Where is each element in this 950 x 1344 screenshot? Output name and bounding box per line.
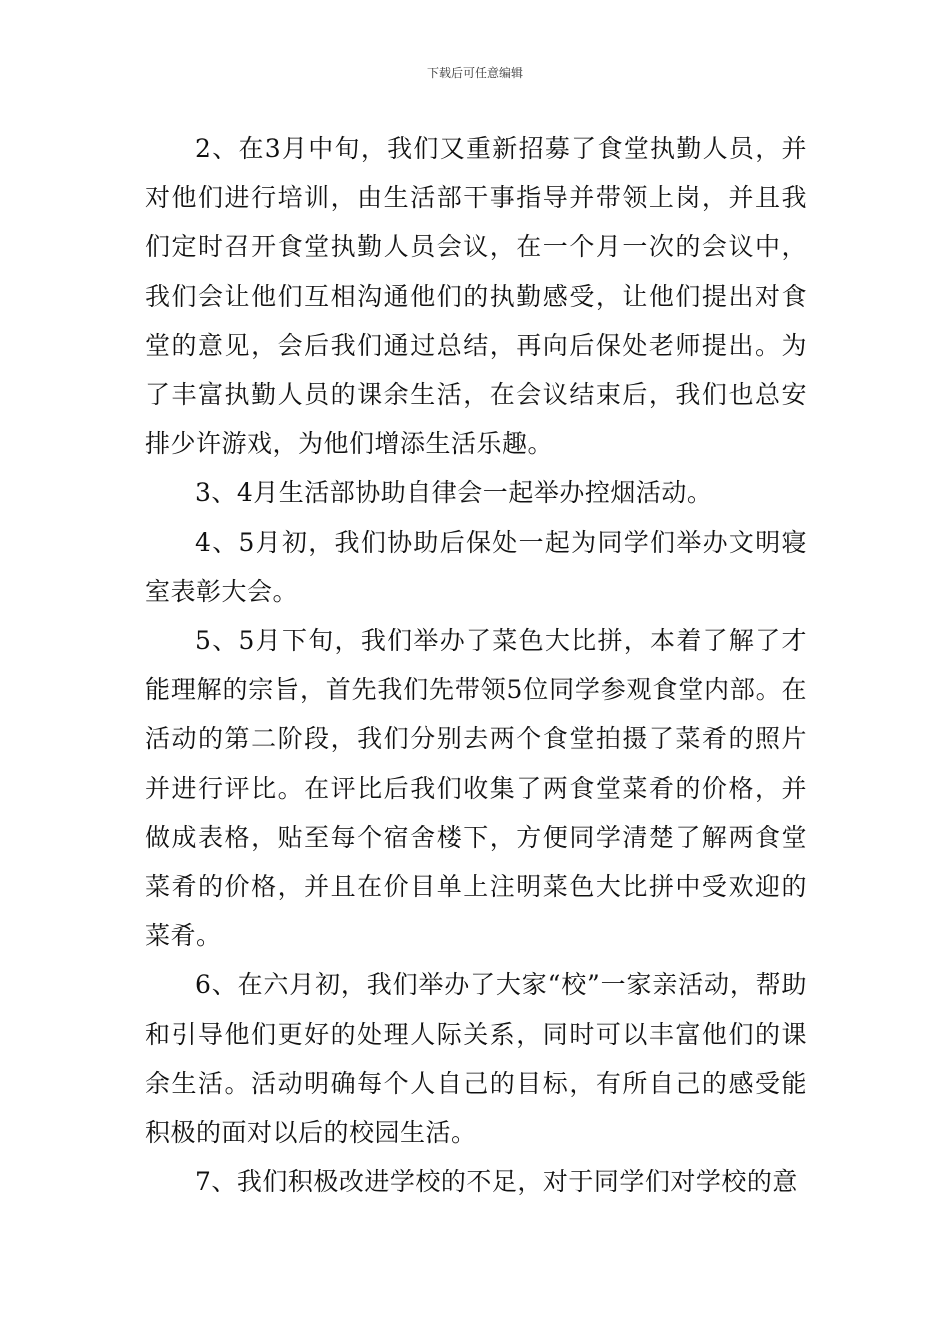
paragraph-item-5: 5、5月下旬，我们举办了菜色大比拼，本着了解了才能理解的宗旨，首先我们先带领5位同学参观食堂内部。在活动的第二阶段，我们分别去两个食堂拍摄了菜肴的照片并进行评比。在评比后我们收集了两食堂菜肴的价格，并做成表格，贴至每个宿舍楼下，方便同学清楚了解两食堂菜肴的价格，并且在价目单上注明菜色大比拼中受欢迎的菜肴。 xyxy=(145,626,807,951)
paragraph-item-6: 6、在六月初，我们举办了大家“校”一家亲活动，帮助和引导他们更好的处理人际关系，同时可以丰富他们的课余生活。活动明确每个人自己的目标，有所自己的感受能积极的面对以后的校园生活。 xyxy=(145,970,807,1148)
paragraph-item-7: 7、我们积极改进学校的不足，对于同学们对学校的意 xyxy=(195,1167,798,1197)
paragraph-item-2: 2、在3月中旬，我们又重新招募了食堂执勤人员，并对他们进行培训，由生活部干事指导并带领上岗，并且我们定时召开食堂执勤人员会议，在一个月一次的会议中，我们会让他们互相沟通他们的执勤感受，让他们提出对食堂的意见，会后我们通过总结，再向后保处老师提出。为了丰富执勤人员的课余生活，在会议结束后，我们也总安排少许游戏，为他们增添生活乐趣。 xyxy=(145,134,807,459)
paragraph-item-4: 4、5月初，我们协助后保处一起为同学们举办文明寝室表彰大会。 xyxy=(145,527,807,606)
paragraph-item-3: 3、4月生活部协助自律会一起举办控烟活动。 xyxy=(195,478,713,508)
page-header: 下载后可任意编辑 xyxy=(426,66,523,80)
document-body xyxy=(145,124,807,1206)
